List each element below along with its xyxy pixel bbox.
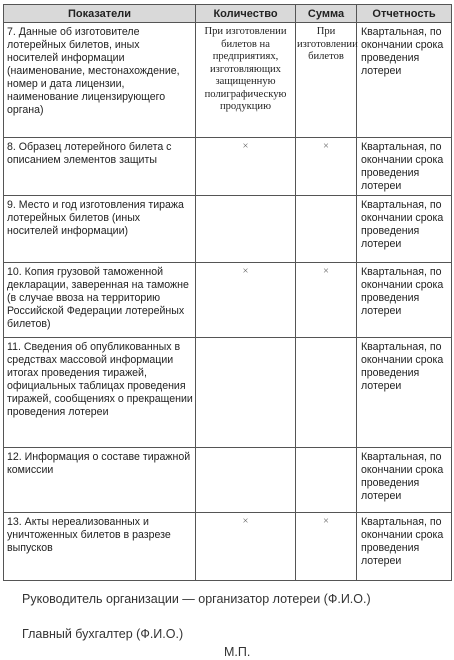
table-row <box>4 196 452 263</box>
row-quantity: × <box>196 138 296 196</box>
table-row <box>4 448 452 513</box>
row-reporting: Квартальная, по окончании срока проведения лотереи <box>357 448 452 513</box>
row-indicator: 9. Место и год изготовления тиража лотерейных билетов (иных носителей информации) <box>4 196 196 263</box>
row-sum <box>296 448 357 513</box>
row-reporting: Квартальная, по окончании срока проведения лотереи <box>357 23 452 138</box>
row-reporting: Квартальная, по окончании срока проведения лотереи <box>357 196 452 263</box>
row-reporting: Квартальная, по окончании срока проведения лотереи <box>357 138 452 196</box>
row-reporting: Квартальная, по окончании срока проведения лотереи <box>357 263 452 338</box>
row-indicator: 7. Данные об изготовителе лотерейных билетов, иных носителей информации (наименование, местонахождение, номер и дата лицензии, наименование лицензирующего органа) <box>4 23 196 138</box>
row-reporting: Квартальная, по окончании срока проведения лотереи <box>357 338 452 448</box>
table-row <box>4 338 452 448</box>
table-row <box>4 138 452 196</box>
lottery-report-table <box>3 4 452 581</box>
row-indicator: 11. Сведения об опубликованных в средствах массовой информации итогах проведения тиражей, официальных таблицах проведения тиражей, сообщениях о прекращении проведения лотереи <box>4 338 196 448</box>
row-sum: × <box>296 263 357 338</box>
row-quantity <box>196 338 296 448</box>
row-indicator: 10. Копия грузовой таможенной декларации, заверенная на таможне (в случае ввоза на территорию Российской Федерации лотерейных билетов) <box>4 263 196 338</box>
header-reporting: Отчетность <box>357 5 452 23</box>
director-signature-line: Руководитель организации — организатор лотереи (Ф.И.О.) <box>22 592 371 606</box>
row-quantity: При изготовлении билетов на предприятиях, изготовляющих защищенную полиграфическую продукцию <box>196 23 296 138</box>
row-sum <box>296 338 357 448</box>
row-indicator: 12. Информация о составе тиражной комиссии <box>4 448 196 513</box>
table-row <box>4 23 452 138</box>
header-sum: Сумма <box>296 5 357 23</box>
row-sum: × <box>296 138 357 196</box>
row-quantity: × <box>196 263 296 338</box>
table-header-row <box>4 5 452 23</box>
table-row <box>4 513 452 581</box>
row-indicator: 13. Акты нереализованных и уничтоженных билетов в разрезе выпусков <box>4 513 196 581</box>
table-row <box>4 263 452 338</box>
row-indicator: 8. Образец лотерейного билета с описанием элементов защиты <box>4 138 196 196</box>
row-reporting: Квартальная, по окончании срока проведения лотереи <box>357 513 452 581</box>
row-sum: При изготовлении билетов <box>296 23 357 138</box>
row-sum: × <box>296 513 357 581</box>
stamp-placeholder: М.П. <box>224 645 251 659</box>
row-quantity: × <box>196 513 296 581</box>
row-quantity <box>196 196 296 263</box>
row-quantity <box>196 448 296 513</box>
accountant-signature-line: Главный бухгалтер (Ф.И.О.) <box>22 627 184 641</box>
header-indicators: Показатели <box>4 5 196 23</box>
header-quantity: Количество <box>196 5 296 23</box>
row-sum <box>296 196 357 263</box>
